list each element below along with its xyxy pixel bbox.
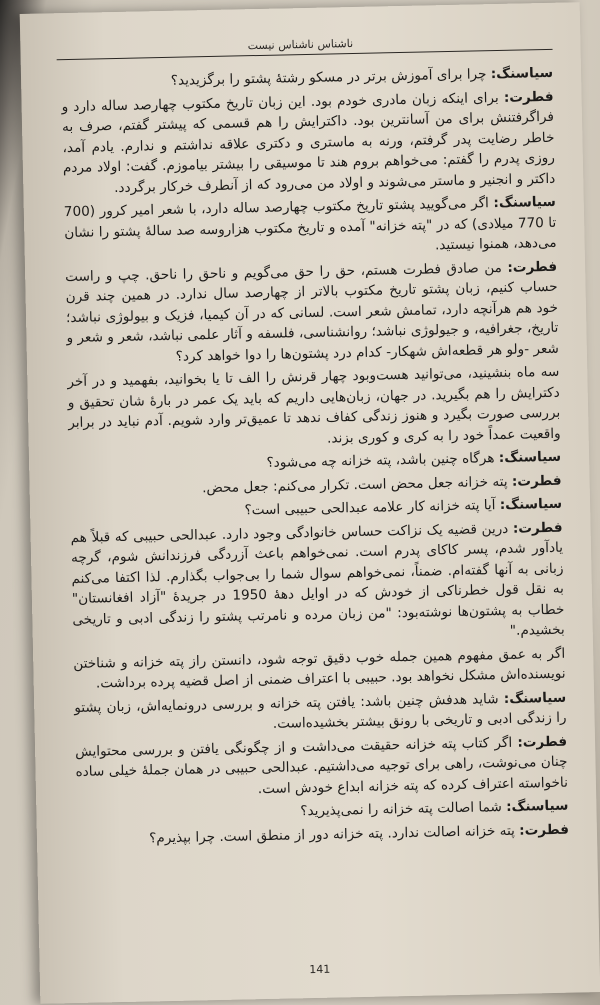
- paragraph-text: هرگاه چنین باشد، پته خزانه چه می‌شود؟: [266, 450, 495, 471]
- page-number: 141: [309, 962, 331, 977]
- speaker-label: فطرت:: [507, 258, 558, 276]
- paragraph-text: آیا پته خزانه کار علامه عبدالحی حبیبی است؟: [244, 497, 496, 519]
- paragraph: [67, 362, 561, 454]
- paragraph-text: اگر به عمق مفهوم همین جمله خوب دقیق توجه شود، دانستن راز پته خزانه و شناختن نویسنده‌اش مشکل نخواهد بود. حبیبی با اعتراف ضمنی از اصل قضیه پرده برداشت.: [73, 645, 566, 692]
- body-text: [61, 63, 569, 853]
- speaker-label: سیاسنگ:: [498, 448, 562, 467]
- speaker-label: فطرت:: [517, 733, 568, 751]
- paragraph: [73, 643, 566, 694]
- paragraph-text: برای اینکه زبان مادری خودم بود. این زبان تاریخ مکتوب چهارصد ساله دارد و فراگرفتنش برای من آسانترین بود. داکترایش را هم قسمی که پیشتر گفتم، صرف به خاطر رضایت پدر گرفتم، ورنه به ماستری و دکتری علاقه نداشتم و ندارم. یادم آمد، روزی پدرم را گفتم: می‌خواهم بروم هند تا موسیقی را بیشتر بیاموزم. گفت: اولاد مردم داکتر و انجنیر و ماستر می‌شوند و اولاد من می‌رود که از آنطرف خرکار برگردد.: [61, 89, 556, 196]
- paragraph-text: من صادق فطرت هستم، حق را حق می‌گویم و ناحق را ناحق. چپ و راست حساب کنیم، زبان پشتو تاریخ مکتوب بالاتر از چهارصد سال ندارد. در همین چند قرن خود هم هرآنچه دارد، تمامش شعر است. لسانی که در آن کیمیا، فزیک و بیولوژی نباشد؛ تاریخ، جغرافیه، و جیولوژی نباشد؛ روانشناسی، فلسفه و آثار علمی نباشد، شعر و شعر و شعر -ولو هر قطعه‌اش شهکار- کدام درد پشتون‌ها را دوا خواهد کرد؟: [65, 259, 559, 365]
- paragraph: [75, 731, 568, 803]
- paragraph-text: چرا برای آموزش برتر در مسکو رشتهٔ پشتو را برگزیدید؟: [170, 66, 487, 89]
- paragraph-text: اگر کتاب پته خزانه حقیقت می‌داشت و از چگونگی یافتن و بررسی محتوایش چنان می‌نوشت، راهی برای توجیه می‌داشتیم. عبدالحی حبیبی در همان جملهٔ خیلی ساده ناخواسته اعتراف کرده که پته خزانه ابداع خودش است.: [74, 734, 569, 797]
- running-head: ناشناس ناشناس نیست: [247, 36, 354, 53]
- paragraph-text: پته خزانه اصالت ندارد. پته خزانه دور از منطق است. چرا بپذیرم؟: [148, 822, 516, 846]
- paragraph: [65, 256, 559, 369]
- speaker-label: سیاسنگ:: [493, 193, 556, 212]
- speaker-label: فطرت:: [519, 821, 570, 839]
- speaker-label: سیاسنگ:: [503, 689, 567, 707]
- paragraph-text: شما اصالت پته خزانه را نمی‌پذیرید؟: [300, 799, 502, 820]
- paragraph-text: پته خزانه جعل محض است. تکرار می‌کنم: جعل محض.: [201, 473, 508, 496]
- speaker-label: سیاسنگ:: [490, 64, 554, 83]
- paragraph-text: درین قضیه یک نزاکت حساس خانوادگی وجود دارد. عبدالحی حبیبی که قبلاً هم یادآور شدم، پسر کاکای پدرم است. نمی‌خواهم باعث آزردگی فرزندانش شوم، گرچه زبانی به آنها گفته‌ام. ضمناً، نمی‌خواهم سوال شما را بی‌جواب بگذارم. لذا اکتفا می‌کنم به نقل قول خطرناکی از خودش که در اوایل دههٔ 1950 در جریدهٔ "آزاد افغانستان" خطاب به پشتون‌ها نوشته‌بود: "من زبان مرده و نامرتب پشتو را زندگی ادبی و تاریخی بخشیدم.": [70, 520, 565, 639]
- paragraph: [64, 192, 557, 264]
- speaker-label: فطرت:: [512, 519, 563, 537]
- paragraph-text: اگر می‌گویید پشتو تاریخ مکتوب چهارصد ساله دارد، با شعر امیر کرور (700 تا 770 میلادی) که در "پته خزانه" آمده و تاریخ مکتوب هزاروسه صد سالهٔ پشتو را نشان می‌دهد، همنوا نیستید.: [63, 195, 557, 254]
- book-page: [20, 2, 600, 1004]
- speaker-label: سیاسنگ:: [499, 495, 563, 514]
- paragraph: [70, 517, 564, 650]
- speaker-label: فطرت:: [503, 88, 554, 106]
- paragraph-text: سه ماه بنشینید، می‌توانید هست‌وبود چهار قرنش را الف تا یا بخوانید، بفهمید و در آخر دکترایش را هم بگیرید. در جهان، زبان‌هایی داریم که باید یک عمر در بارهٔ شان تحقیق و بررسی صورت بگیرد و هنوز زندگی کفاف ندهد تا عمیق‌تر وارد شویم. آدم نباید در برابر واقعیت عمداً خود را به کری و کوری بزند.: [67, 363, 561, 447]
- paragraph: [61, 86, 555, 199]
- speaker-label: فطرت:: [511, 472, 562, 490]
- speaker-label: سیاسنگ:: [505, 797, 569, 815]
- paragraph: [74, 687, 567, 738]
- paragraph-text: شاید هدفش چنین باشد: یافتن پته خزانه و بررسی درونمایه‌اش، زبان پشتو را زندگی ادبی و تاریخی با رونق بیشتر بخشیده‌است.: [74, 690, 567, 732]
